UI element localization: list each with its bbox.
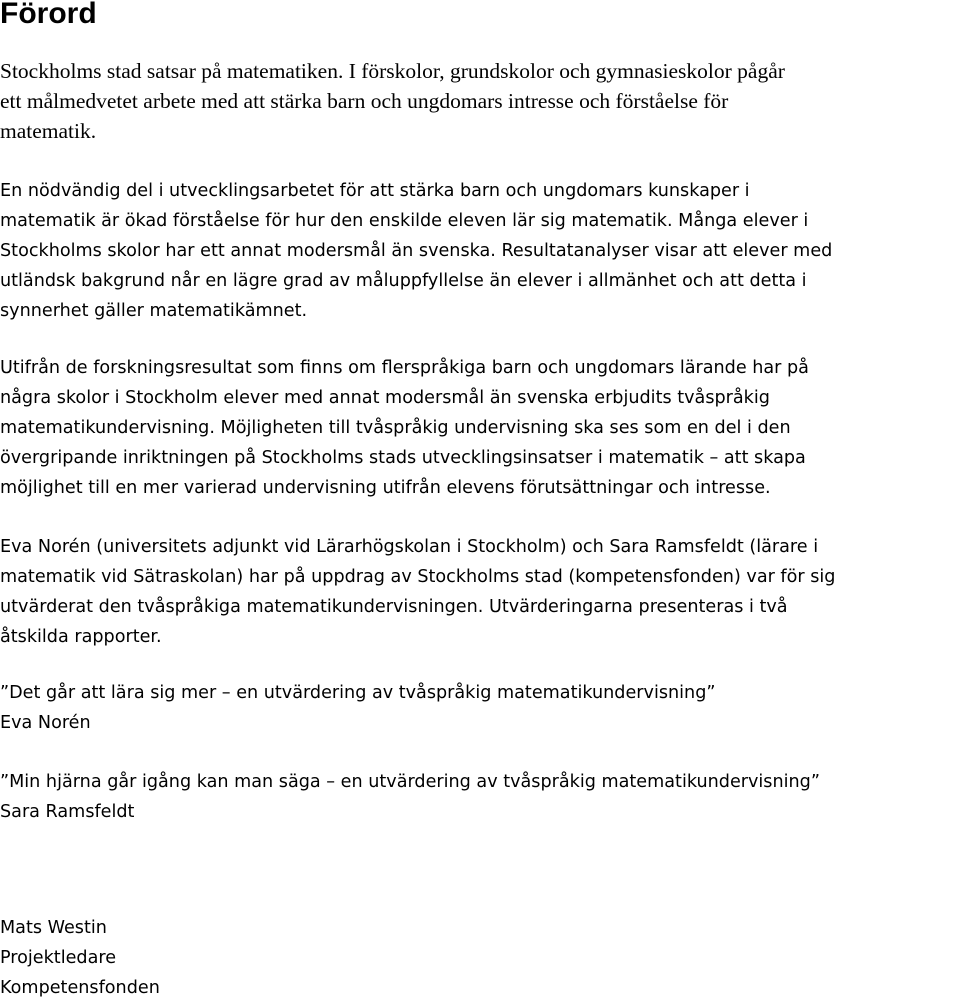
report-author: Eva Norén bbox=[0, 713, 91, 733]
text-line: matematik vid Sätraskolan) har på uppdrag av Stockholms stad (kompetensfonden) var för sig bbox=[0, 567, 836, 587]
text-line: ett målmedvetet arbete med att stärka barn och ungdomars intresse och förståelse för bbox=[0, 89, 729, 113]
text-line: matematik. bbox=[0, 119, 97, 143]
report-reference-2 bbox=[0, 767, 820, 827]
paragraph-development bbox=[0, 176, 832, 326]
report-reference-1 bbox=[0, 678, 715, 738]
page-title: Förord bbox=[0, 0, 97, 30]
text-line: Stockholms stad satsar på matematiken. I förskolor, grundskolor och gymnasieskolor pågår bbox=[0, 59, 785, 83]
signature-organization: Kompetensfonden bbox=[0, 978, 160, 998]
text-line: matematik är ökad förståelse för hur den enskilde eleven lär sig matematik. Många elever i bbox=[0, 211, 809, 231]
paragraph-evaluation bbox=[0, 532, 835, 652]
text-line: övergripande inriktningen på Stockholms stads utvecklingsinsatser i matematik – att skapa bbox=[0, 448, 806, 468]
text-line: En nödvändig del i utvecklingsarbetet för att stärka barn och ungdomars kunskaper i bbox=[0, 181, 750, 201]
text-line: Eva Norén (universitets adjunkt vid Lärarhögskolan i Stockholm) och Sara Ramsfeldt (lärare i bbox=[0, 537, 819, 557]
text-line: några skolor i Stockholm elever med annat modersmål än svenska erbjudits tvåspråkig bbox=[0, 388, 770, 408]
text-line: åtskilda rapporter. bbox=[0, 627, 162, 647]
signature-role: Projektledare bbox=[0, 948, 117, 968]
text-line: synnerhet gäller matematikämnet. bbox=[0, 301, 308, 321]
text-line: möjlighet till en mer varierad undervisning utifrån elevens förutsättningar och intresse. bbox=[0, 478, 771, 498]
text-line: Stockholms skolor har ett annat modersmål än svenska. Resultatanalyser visar att elever med bbox=[0, 241, 833, 261]
text-line: utländsk bakgrund når en lägre grad av måluppfyllelse än elever i allmänhet och att detta i bbox=[0, 271, 807, 291]
report-author: Sara Ramsfeldt bbox=[0, 802, 135, 822]
report-title: ”Det går att lära sig mer – en utvärdering av tvåspråkig matematikundervisning” bbox=[0, 683, 716, 703]
signature-block bbox=[0, 913, 160, 1003]
report-title: ”Min hjärna går igång kan man säga – en utvärdering av tvåspråkig matematikundervisning” bbox=[0, 772, 820, 792]
signature-name: Mats Westin bbox=[0, 918, 107, 938]
text-line: matematikundervisning. Möjligheten till tvåspråkig undervisning ska ses som en del i den bbox=[0, 418, 791, 438]
text-line: utvärderat den tvåspråkiga matematikundervisningen. Utvärderingarna presenteras i två bbox=[0, 597, 788, 617]
text-line: Utifrån de forskningsresultat som finns om flerspråkiga barn och ungdomars lärande har på bbox=[0, 358, 809, 378]
intro-paragraph bbox=[0, 56, 785, 146]
paragraph-bilingual bbox=[0, 353, 809, 503]
